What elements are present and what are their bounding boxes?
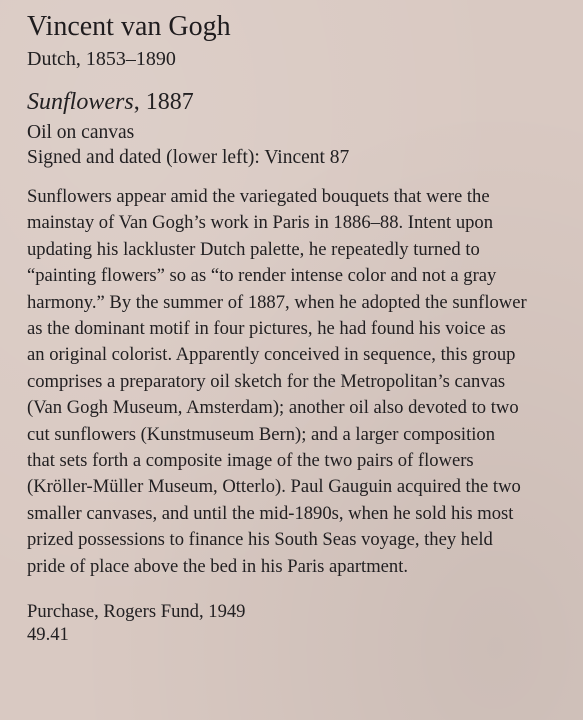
- artwork-year: 1887: [145, 89, 194, 115]
- description-line: “painting flowers” so as “to render intense color and not a gray: [27, 265, 497, 287]
- artist-name: Vincent van Gogh: [27, 11, 231, 42]
- description-line: pride of place above the bed in his Paris apartment.: [27, 555, 409, 577]
- artwork-inscription: Signed and dated (lower left): Vincent 87: [27, 147, 350, 168]
- credit-line: Purchase, Rogers Fund, 1949: [27, 601, 246, 623]
- artwork-description: [27, 184, 575, 580]
- artwork-title: Sunflowers: [27, 89, 134, 115]
- description-line: cut sunflowers (Kunstmuseum Bern); and a larger composition: [27, 423, 496, 445]
- accession-number: 49.41: [27, 624, 69, 646]
- artwork-medium: Oil on canvas: [27, 122, 135, 143]
- description-line: Sunflowers appear amid the variegated bouquets that were the: [27, 186, 490, 207]
- description-line: updating his lackluster Dutch palette, he repeatedly turned to: [27, 238, 480, 260]
- description-line: harmony.” By the summer of 1887, when he adopted the sunflower: [27, 291, 527, 313]
- description-line: as the dominant motif in four pictures, he had found his voice as: [27, 318, 506, 340]
- description-line: (Kröller-Müller Museum, Otterlo). Paul Gauguin acquired the two: [27, 476, 521, 498]
- description-line: (Van Gogh Museum, Amsterdam); another oil also devoted to two: [27, 397, 519, 419]
- description-line: an original colorist. Apparently conceived in sequence, this group: [27, 344, 516, 366]
- description-line: mainstay of Van Gogh’s work in Paris in 1886–88. Intent upon: [27, 212, 494, 234]
- description-line: that sets forth a composite image of the two pairs of flowers: [27, 450, 474, 472]
- artist-nationality-dates: Dutch, 1853–1890: [27, 48, 176, 70]
- description-line: prized possessions to finance his South Seas voyage, they held: [27, 529, 493, 551]
- artwork-title-line: [27, 87, 573, 117]
- description-line: smaller canvases, and until the mid-1890s, when he sold his most: [27, 502, 514, 524]
- description-line: comprises a preparatory oil sketch for the Metropolitan’s canvas: [27, 370, 506, 392]
- artwork-title-separator: ,: [133, 89, 146, 115]
